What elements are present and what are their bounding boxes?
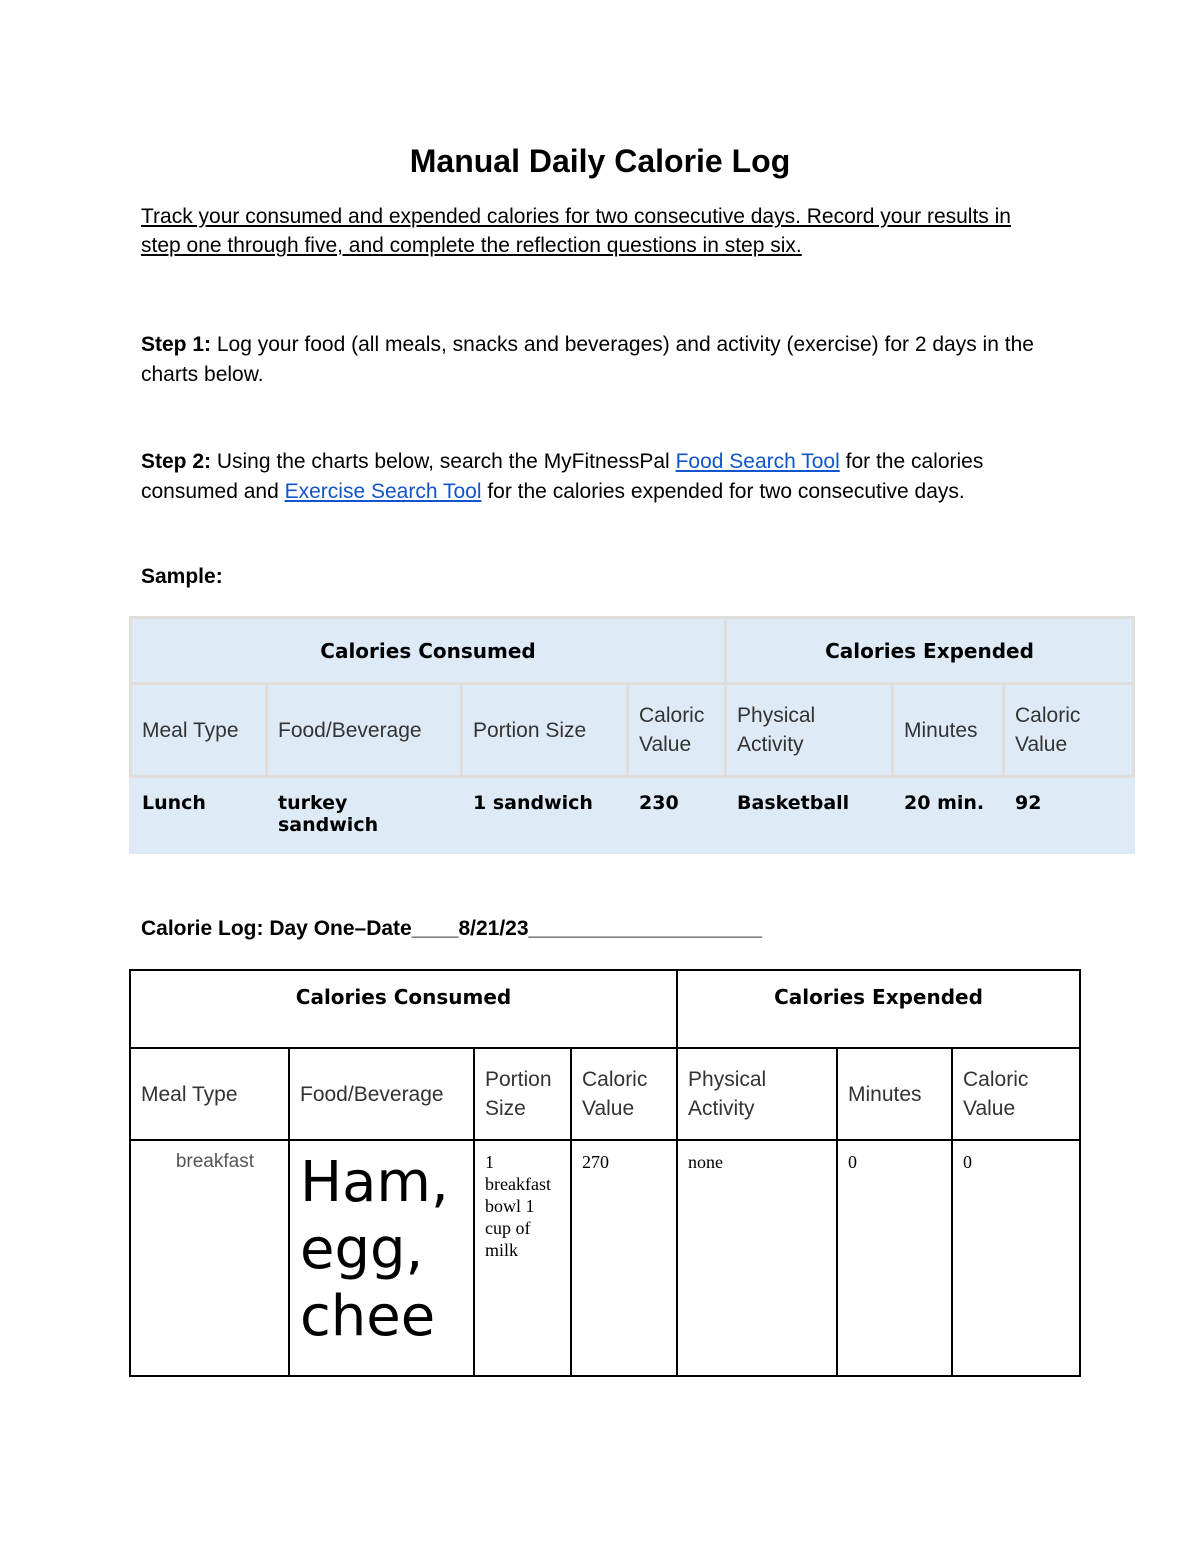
day-one-burned[interactable]: 0 <box>952 1140 1080 1376</box>
day-one-col-caloric-value-expended: Caloric Value <box>952 1048 1080 1140</box>
sample-col-meal-type: Meal Type <box>131 684 267 777</box>
sample-col-portion-size: Portion Size <box>462 684 628 777</box>
day-one-meal-type[interactable]: breakfast <box>130 1140 289 1376</box>
sample-label: Sample: <box>141 565 223 588</box>
day-one-entry-row <box>130 1140 1080 1376</box>
step-2-label: Step 2: <box>141 450 212 473</box>
day-one-calories[interactable]: 270 <box>571 1140 677 1376</box>
step-2-paragraph <box>141 447 1041 506</box>
step-1-label: Step 1: <box>141 333 212 356</box>
day-one-section-expended: Calories Expended <box>677 970 1080 1048</box>
sample-col-minutes: Minutes <box>893 684 1004 777</box>
day-one-heading: Calorie Log: Day One–Date____8/21/23____________________ <box>141 917 763 940</box>
exercise-search-tool-link[interactable]: Exercise Search Tool <box>284 479 482 503</box>
sample-table <box>129 616 1135 854</box>
day-one-food[interactable]: Ham, egg, chee <box>289 1140 474 1376</box>
step-2-text-before: Using the charts below, search the MyFitnessPal <box>211 450 676 473</box>
sample-activity: Basketball <box>726 777 893 855</box>
sample-calories: 230 <box>628 777 726 855</box>
step-1-paragraph <box>141 330 1041 389</box>
sample-data-row <box>131 777 1134 855</box>
sample-portion: 1 sandwich <box>462 777 628 855</box>
sample-food: turkey sandwich <box>267 777 462 855</box>
sample-col-physical-activity: Physical Activity <box>726 684 893 777</box>
day-one-minutes[interactable]: 0 <box>837 1140 952 1376</box>
sample-section-consumed: Calories Consumed <box>131 618 726 684</box>
sample-col-food-beverage: Food/Beverage <box>267 684 462 777</box>
sample-minutes: 20 min. <box>893 777 1004 855</box>
step-1-text: Log your food (all meals, snacks and beverages) and activity (exercise) for 2 days in the charts below. <box>141 333 1034 386</box>
day-one-activity[interactable]: none <box>677 1140 837 1376</box>
page-title: Manual Daily Calorie Log <box>409 143 791 179</box>
sample-section-expended: Calories Expended <box>726 618 1134 684</box>
day-one-col-portion-size: Portion Size <box>474 1048 571 1140</box>
day-one-col-meal-type: Meal Type <box>130 1048 289 1140</box>
day-one-col-minutes: Minutes <box>837 1048 952 1140</box>
day-one-col-food-beverage: Food/Beverage <box>289 1048 474 1140</box>
sample-col-caloric-value: Caloric Value <box>628 684 726 777</box>
sample-col-caloric-value-expended: Caloric Value <box>1004 684 1134 777</box>
sample-burned: 92 <box>1004 777 1134 855</box>
food-search-tool-link[interactable]: Food Search Tool <box>675 450 840 473</box>
day-one-portion[interactable]: 1 breakfast bowl 1 cup of milk <box>474 1140 571 1376</box>
sample-meal-type: Lunch <box>131 777 267 855</box>
day-one-section-consumed: Calories Consumed <box>130 970 677 1048</box>
step-2-text-after: for the calories expended for two consecutive days. <box>481 479 965 503</box>
day-one-table <box>129 969 1081 1377</box>
intro-text: Track your consumed and expended calories for two consecutive days. Record your results in step one through five, and complete the reflection questions in step six. <box>141 205 1011 257</box>
step-2-text-middle: for the calories consumed and <box>141 450 984 503</box>
day-one-col-physical-activity: Physical Activity <box>677 1048 837 1140</box>
day-one-col-caloric-value: Caloric Value <box>571 1048 677 1140</box>
